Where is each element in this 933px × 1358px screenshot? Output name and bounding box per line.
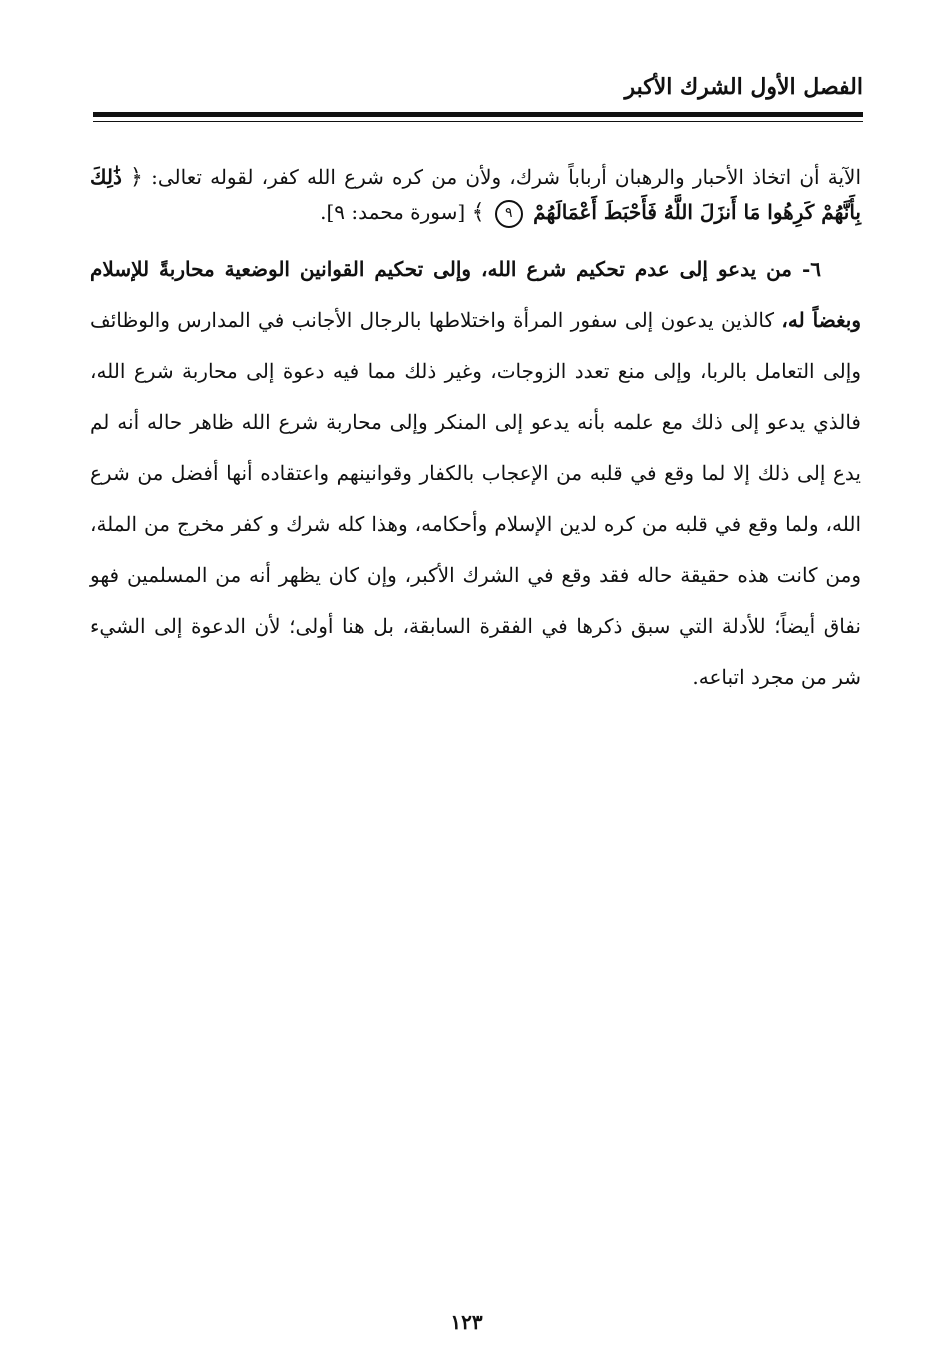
paragraph-2-bold-lead: ٦- من يدعو إلى عدم تحكيم شرع الله، وإلى تحكيم القوانين الوضعية محاربةً للإسلام وبغضاً له،	[90, 257, 861, 332]
chapter-header: الفصل الأول الشرك الأكبر	[624, 74, 863, 100]
paragraph-2	[90, 244, 861, 703]
paragraph-1-intro: الآية أن اتخاذ الأحبار والرهبان أرباباً شرك، ولأن من كره شرع الله كفر، لقوله تعالى:	[151, 165, 862, 189]
quran-close-bracket: ﴾	[471, 200, 485, 225]
quran-reference: [سورة محمد: ٩].	[320, 200, 466, 224]
header-rule-thin	[93, 121, 863, 122]
paragraph-2-body: كالذين يدعون إلى سفور المرأة واختلاطها بالرجال الأجانب في المدارس والوظائف وإلى التعامل بالربا، وإلى منع تعدد الزوجات، وغير ذلك مما فيه دعوة إلى محاربة شرع الله، فالذي يدعو إلى ذلك مع علمه بأنه يدعو إلى المنكر وإلى محاربة شرع الله ظاهر حاله أنه لم يدع إلى ذلك إلا لما وقع في قلبه من الإعجاب بالكفار وقوانينهم واعتقاده أنها أفضل من شرع الله، ولما وقع في قلبه من كره لدين الإسلام وأحكامه، وهذا كله شرك و كفر مخرج من الملة، ومن كانت هذه حقيقة حاله فقد وقع في الشرك الأكبر، وإن كان يظهر أنه من المسلمين فهو نفاق أيضاً؛ للأدلة التي سبق ذكرها في الفقرة السابقة، بل هنا أولى؛ لأن الدعوة إلى الشيء شر من مجرد اتباعه.	[90, 308, 861, 689]
body-text	[90, 160, 861, 703]
header-rule-thick	[93, 112, 863, 117]
paragraph-1	[90, 160, 861, 230]
quran-open-bracket: ﴿	[130, 165, 143, 190]
quran-verse: ذَٰلِكَ بِأَنَّهُمْ كَرِهُوا مَا أَنزَلَ اللَّهُ فَأَحْبَطَ أَعْمَالَهُمْ	[90, 165, 861, 224]
page-number: ١٢٣	[450, 1310, 483, 1334]
verse-number-marker: ٩	[495, 200, 523, 228]
